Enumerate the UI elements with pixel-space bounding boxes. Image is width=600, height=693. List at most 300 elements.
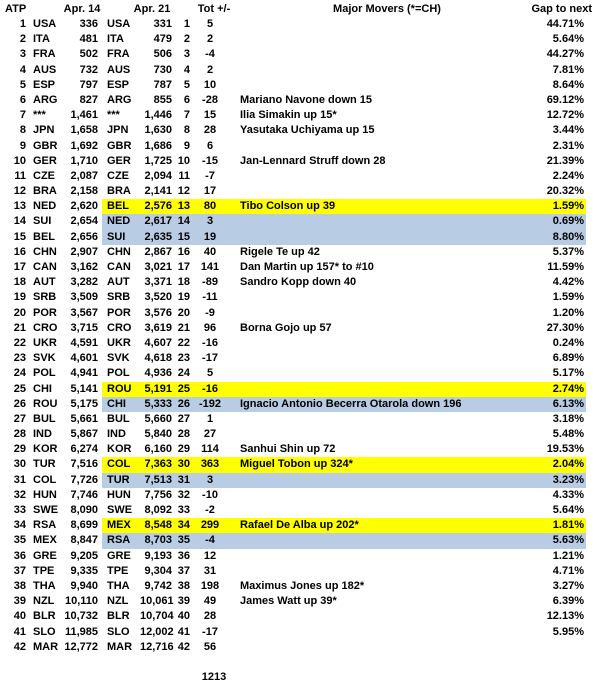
apr21-points-cell[interactable]: 7,363 — [140, 457, 175, 472]
tot-rank-cell[interactable]: 20 — [177, 306, 190, 319]
apr14-country-cell[interactable]: SRB — [33, 291, 57, 304]
apr14-country-cell[interactable]: MAR — [33, 640, 59, 653]
points-change-cell[interactable]: 28 — [203, 610, 217, 623]
points-change-cell[interactable]: 2 — [206, 63, 214, 76]
tot-rank-cell[interactable]: 36 — [177, 549, 190, 562]
apr21-country-cell[interactable]: POR — [107, 306, 131, 319]
gap-to-next-cell[interactable]: 12.13% — [546, 610, 584, 623]
points-change-cell[interactable]: -2 — [205, 504, 215, 516]
points-change-cell[interactable]: 141 — [200, 261, 220, 273]
apr14-points-cell[interactable]: 5,661 — [70, 412, 98, 425]
rank-cell[interactable]: 27 — [13, 412, 26, 425]
tot-rank-cell[interactable]: 23 — [177, 352, 190, 365]
apr14-points-cell[interactable]: 8,847 — [70, 534, 98, 547]
apr14-points-cell[interactable]: 2,907 — [70, 245, 98, 258]
points-change-cell[interactable]: 49 — [203, 595, 217, 608]
apr14-points-cell[interactable]: 9,940 — [70, 579, 98, 592]
apr21-points-cell[interactable]: 4,618 — [144, 352, 172, 365]
gap-to-next-cell[interactable]: 7.81% — [552, 63, 584, 76]
tot-rank-cell[interactable]: 22 — [177, 336, 190, 349]
gap-to-next-cell[interactable]: 4.71% — [552, 564, 584, 577]
points-change-cell[interactable]: -4 — [205, 48, 215, 61]
gap-to-next-cell[interactable] — [502, 640, 586, 655]
gap-to-next-cell[interactable]: 2.74% — [502, 382, 586, 397]
apr21-country-cell[interactable]: *** — [107, 109, 120, 122]
gap-to-next-cell[interactable]: 2.04% — [502, 457, 586, 472]
major-mover-cell[interactable]: Rafael De Alba up 202* — [229, 518, 502, 533]
apr14-points-cell[interactable]: 1,461 — [70, 109, 98, 122]
apr14-points-cell[interactable]: 2,656 — [70, 230, 98, 243]
gap-to-next-cell[interactable]: 3.27% — [552, 579, 584, 592]
apr21-country-cell[interactable]: CRO — [107, 321, 132, 334]
gap-to-next-cell[interactable]: 2.31% — [552, 139, 584, 152]
tot-rank-cell[interactable]: 24 — [177, 367, 190, 380]
gap-to-next-cell[interactable]: 2.24% — [552, 169, 584, 182]
tot-rank-cell[interactable]: 6 — [183, 93, 190, 106]
apr14-country-cell[interactable]: ESP — [33, 78, 56, 91]
apr21-country-cell[interactable]: KOR — [107, 443, 132, 456]
apr14-points-cell[interactable]: 12,772 — [64, 640, 98, 653]
apr14-country-cell[interactable]: FRA — [33, 48, 56, 61]
tot-rank-cell[interactable]: 15 — [175, 230, 191, 245]
major-mover-cell[interactable]: Maximus Jones up 182* — [240, 579, 365, 592]
apr14-country-cell[interactable]: KOR — [33, 443, 58, 456]
apr14-points-cell[interactable]: 7,726 — [70, 473, 98, 486]
apr21-country-cell[interactable]: IND — [107, 428, 126, 441]
gap-to-next-cell[interactable]: 20.32% — [546, 185, 584, 198]
apr21-points-cell[interactable]: 2,867 — [144, 245, 172, 258]
rank-cell[interactable]: 4 — [19, 63, 26, 76]
apr21-points-cell[interactable]: 1,446 — [144, 109, 172, 122]
apr14-country-cell[interactable]: SVK — [33, 352, 56, 365]
apr21-points-cell[interactable]: 331 — [153, 18, 172, 30]
apr21-points-cell[interactable]: 7,756 — [144, 488, 172, 501]
major-mover-cell[interactable]: Ilia Simakin up 15* — [240, 109, 337, 122]
rank-cell[interactable]: 40 — [13, 610, 26, 623]
apr21-points-cell[interactable]: 479 — [153, 33, 172, 46]
major-mover-cell[interactable]: Rigele Te up 42 — [240, 245, 320, 258]
apr21-points-cell[interactable]: 6,160 — [144, 443, 172, 456]
apr14-points-cell[interactable]: 10,732 — [64, 610, 98, 623]
gap-to-next-cell[interactable]: 19.53% — [546, 443, 584, 456]
rank-cell[interactable]: 9 — [19, 139, 26, 152]
points-change-cell[interactable]: 12 — [203, 549, 217, 562]
points-change-cell[interactable]: 31 — [203, 564, 217, 577]
apr14-points-cell[interactable]: 9,205 — [70, 549, 98, 562]
apr14-points-cell[interactable]: 797 — [79, 78, 98, 91]
gap-to-next-cell[interactable]: 6.39% — [552, 595, 584, 608]
rank-cell[interactable]: 2 — [19, 33, 26, 46]
apr21-points-cell[interactable]: 8,703 — [140, 533, 175, 548]
major-mover-cell[interactable] — [229, 184, 502, 199]
rank-cell[interactable]: 6 — [19, 93, 26, 106]
apr21-country-cell[interactable]: BUL — [107, 412, 130, 425]
apr21-country-cell[interactable]: NZL — [107, 595, 129, 608]
apr21-country-cell[interactable]: SLO — [107, 625, 130, 638]
apr14-points-cell[interactable]: 732 — [79, 63, 98, 76]
major-mover-cell[interactable] — [229, 290, 502, 305]
points-change-cell[interactable]: 96 — [203, 321, 217, 334]
apr14-country-cell[interactable]: NED — [33, 200, 57, 213]
points-change-cell[interactable]: 56 — [203, 640, 217, 653]
apr14-country-cell[interactable]: GER — [33, 154, 57, 167]
rank-cell[interactable]: 21 — [13, 321, 26, 334]
apr21-country-cell[interactable]: BRA — [107, 185, 131, 198]
rank-cell[interactable]: 35 — [13, 534, 26, 547]
apr21-points-cell[interactable]: 4,936 — [144, 367, 172, 380]
gap-to-next-cell[interactable]: 69.12% — [546, 93, 584, 106]
rank-cell[interactable]: 18 — [13, 276, 26, 289]
major-mover-cell[interactable]: Ignacio Antonio Becerra Otarola down 196 — [229, 397, 502, 412]
points-change-cell[interactable]: 363 — [191, 457, 229, 472]
apr14-points-cell[interactable]: 1,658 — [70, 124, 98, 137]
major-mover-cell[interactable] — [229, 488, 502, 503]
points-change-cell[interactable]: -11 — [202, 291, 218, 304]
apr14-points-cell[interactable]: 4,941 — [70, 367, 98, 380]
tot-rank-cell[interactable]: 10 — [177, 154, 190, 167]
rank-cell[interactable]: 38 — [13, 579, 26, 592]
apr14-points-cell[interactable]: 7,516 — [70, 458, 98, 471]
gap-to-next-cell[interactable]: 5.64% — [552, 33, 584, 46]
points-change-cell[interactable]: 17 — [203, 185, 217, 198]
apr14-points-cell[interactable]: 2,158 — [70, 185, 98, 198]
gap-to-next-cell[interactable]: 5.17% — [552, 367, 584, 380]
apr21-points-cell[interactable]: 5,333 — [140, 397, 175, 412]
apr21-country-cell[interactable]: UKR — [107, 336, 131, 349]
major-mover-cell[interactable] — [229, 412, 502, 427]
apr14-country-cell[interactable]: JPN — [33, 124, 55, 137]
tot-rank-cell[interactable]: 35 — [175, 533, 191, 548]
points-change-cell[interactable]: 27 — [203, 428, 217, 441]
gap-to-next-cell[interactable]: 5.48% — [552, 428, 584, 441]
points-change-cell[interactable]: -17 — [202, 625, 218, 638]
apr21-country-cell[interactable]: THA — [107, 579, 130, 592]
gap-to-next-cell[interactable]: 8.80% — [502, 230, 586, 245]
major-mover-cell[interactable] — [229, 47, 502, 62]
apr21-points-cell[interactable]: 1,630 — [144, 124, 172, 137]
rank-cell[interactable]: 7 — [19, 109, 26, 122]
rank-cell[interactable]: 3 — [19, 48, 26, 61]
apr14-country-cell[interactable]: SWE — [33, 504, 59, 516]
major-mover-cell[interactable]: James Watt up 39* — [240, 595, 337, 608]
apr14-country-cell[interactable]: THA — [33, 579, 56, 592]
apr14-points-cell[interactable]: 3,567 — [70, 306, 98, 319]
apr14-country-cell[interactable]: POL — [33, 367, 56, 380]
major-mover-cell[interactable] — [229, 533, 502, 548]
tot-rank-cell[interactable]: 27 — [177, 412, 190, 425]
apr21-points-cell[interactable]: 855 — [153, 93, 172, 106]
apr21-points-cell[interactable]: 8,548 — [140, 518, 175, 533]
rank-cell[interactable]: 31 — [13, 473, 26, 486]
apr21-country-cell[interactable]: MEX — [102, 518, 140, 533]
tot-rank-cell[interactable]: 40 — [177, 610, 190, 623]
major-mover-cell[interactable] — [229, 230, 502, 245]
tot-rank-cell[interactable]: 26 — [175, 397, 191, 412]
apr21-points-cell[interactable]: 10,704 — [140, 610, 174, 623]
apr21-points-cell[interactable]: 4,607 — [144, 336, 172, 349]
rank-cell[interactable]: 17 — [13, 261, 26, 273]
points-change-cell[interactable]: -10 — [202, 488, 218, 501]
tot-rank-cell[interactable]: 2 — [183, 33, 190, 46]
apr21-points-cell[interactable]: 2,141 — [144, 185, 172, 198]
apr14-country-cell[interactable]: *** — [33, 109, 46, 122]
apr21-country-cell[interactable]: ESP — [107, 78, 130, 91]
apr14-country-cell[interactable]: AUS — [33, 63, 57, 76]
rank-cell[interactable]: 25 — [13, 382, 26, 395]
points-change-cell[interactable]: 15 — [203, 109, 217, 122]
tot-rank-cell[interactable]: 1 — [183, 18, 190, 30]
apr14-points-cell[interactable]: 5,867 — [70, 428, 98, 441]
tot-rank-cell[interactable]: 18 — [177, 276, 190, 289]
apr14-country-cell[interactable]: RSA — [33, 519, 57, 532]
apr21-points-cell[interactable]: 9,304 — [144, 564, 172, 577]
gap-to-next-cell[interactable]: 0.24% — [552, 336, 584, 349]
apr21-points-cell[interactable]: 787 — [153, 78, 172, 91]
tot-rank-cell[interactable]: 37 — [177, 564, 190, 577]
points-change-cell[interactable]: 28 — [203, 124, 217, 137]
major-mover-cell[interactable]: Borna Gojo up 57 — [240, 321, 332, 334]
major-mover-cell[interactable]: Jan-Lennard Struff down 28 — [240, 154, 386, 167]
points-change-cell[interactable]: 2 — [206, 33, 214, 46]
major-mover-cell[interactable] — [229, 473, 502, 488]
points-change-cell[interactable]: 198 — [200, 579, 220, 592]
apr21-country-cell[interactable]: NED — [102, 214, 140, 229]
apr14-country-cell[interactable]: GBR — [33, 139, 58, 152]
apr14-country-cell[interactable]: NZL — [33, 595, 55, 608]
apr21-country-cell[interactable]: HUN — [107, 488, 131, 501]
header-major-movers[interactable]: Major Movers (*=CH) — [333, 3, 441, 15]
apr21-country-cell[interactable]: TUR — [102, 473, 140, 488]
gap-to-next-cell[interactable]: 1.59% — [502, 199, 586, 214]
apr21-points-cell[interactable]: 7,513 — [140, 473, 175, 488]
major-mover-cell[interactable] — [229, 382, 502, 397]
apr21-country-cell[interactable]: AUS — [107, 63, 131, 76]
apr21-points-cell[interactable]: 9,742 — [144, 579, 172, 592]
apr21-country-cell[interactable]: COL — [102, 457, 140, 472]
rank-cell[interactable]: 32 — [13, 488, 26, 501]
apr21-points-cell[interactable]: 2,576 — [140, 199, 175, 214]
major-mover-cell[interactable]: Dan Martin up 157* to #10 — [240, 261, 374, 273]
rank-cell[interactable]: 20 — [13, 306, 26, 319]
rank-cell[interactable]: 23 — [13, 352, 26, 365]
gap-to-next-cell[interactable]: 5.95% — [552, 625, 584, 638]
major-mover-cell[interactable] — [229, 17, 502, 32]
rank-cell[interactable]: 33 — [13, 504, 26, 516]
apr14-points-cell[interactable]: 2,087 — [70, 169, 98, 182]
apr14-country-cell[interactable]: CHI — [33, 382, 52, 395]
apr21-points-cell[interactable]: 12,002 — [140, 625, 174, 638]
apr21-points-cell[interactable]: 3,371 — [144, 276, 172, 289]
major-mover-cell[interactable] — [229, 32, 502, 47]
rank-cell[interactable]: 36 — [13, 549, 26, 562]
major-mover-cell[interactable]: Yasutaka Uchiyama up 15 — [240, 124, 375, 137]
points-change-cell[interactable]: 5 — [206, 18, 214, 30]
rank-cell[interactable]: 16 — [13, 245, 26, 258]
rank-cell[interactable]: 1 — [19, 18, 26, 30]
gap-to-next-cell[interactable]: 1.20% — [552, 306, 584, 319]
gap-to-next-cell[interactable]: 3.18% — [552, 412, 584, 425]
apr21-points-cell[interactable]: 3,576 — [144, 306, 172, 319]
major-mover-cell[interactable] — [229, 139, 502, 154]
apr14-country-cell[interactable]: IND — [33, 428, 52, 441]
apr21-country-cell[interactable]: TPE — [107, 564, 129, 577]
apr14-points-cell[interactable]: 481 — [79, 33, 98, 46]
rank-cell[interactable]: 39 — [13, 595, 26, 608]
apr21-country-cell[interactable]: ARG — [107, 93, 132, 106]
apr21-points-cell[interactable]: 3,520 — [144, 291, 172, 304]
tot-rank-cell[interactable]: 39 — [177, 595, 190, 608]
points-change-cell[interactable]: 10 — [203, 78, 217, 91]
apr14-country-cell[interactable]: AUT — [33, 276, 56, 289]
apr21-points-cell[interactable]: 2,094 — [144, 169, 172, 182]
apr14-country-cell[interactable]: SUI — [33, 215, 52, 228]
points-change-cell[interactable]: 80 — [191, 199, 229, 214]
apr14-country-cell[interactable]: CRO — [33, 321, 58, 334]
major-mover-cell[interactable] — [229, 214, 502, 229]
major-mover-cell[interactable] — [229, 549, 502, 564]
apr14-country-cell[interactable]: CHN — [33, 245, 57, 258]
apr21-country-cell[interactable]: FRA — [107, 48, 130, 61]
points-change-total[interactable]: 1213 — [201, 671, 227, 683]
points-change-cell[interactable]: -16 — [191, 382, 229, 397]
apr21-country-cell[interactable]: CHN — [107, 245, 131, 258]
apr14-country-cell[interactable]: GRE — [33, 549, 57, 562]
major-mover-cell[interactable] — [229, 564, 502, 579]
apr14-points-cell[interactable]: 7,746 — [70, 488, 98, 501]
rank-cell[interactable]: 24 — [13, 367, 26, 380]
major-mover-cell[interactable] — [229, 351, 502, 366]
apr21-points-cell[interactable]: 730 — [153, 63, 172, 76]
major-mover-cell[interactable] — [229, 609, 502, 624]
rank-cell[interactable]: 30 — [13, 458, 26, 471]
gap-to-next-cell[interactable]: 0.69% — [502, 214, 586, 229]
tot-rank-cell[interactable]: 5 — [183, 78, 190, 91]
major-mover-cell[interactable] — [229, 366, 502, 381]
apr21-points-cell[interactable]: 2,635 — [140, 230, 175, 245]
points-change-cell[interactable]: 6 — [206, 139, 214, 152]
apr14-points-cell[interactable]: 6,274 — [70, 443, 98, 456]
major-mover-cell[interactable]: Mariano Navone down 15 — [240, 93, 373, 106]
apr14-country-cell[interactable]: HUN — [33, 488, 57, 501]
apr14-points-cell[interactable]: 1,692 — [70, 139, 98, 152]
apr21-points-cell[interactable]: 8,092 — [144, 504, 172, 516]
apr21-points-cell[interactable]: 10,061 — [140, 595, 174, 608]
apr21-points-cell[interactable]: 12,716 — [140, 640, 174, 653]
apr21-points-cell[interactable]: 5,660 — [144, 412, 172, 425]
tot-rank-cell[interactable]: 29 — [177, 443, 190, 456]
apr14-points-cell[interactable]: 3,162 — [70, 261, 98, 273]
tot-rank-cell[interactable]: 38 — [177, 579, 190, 592]
rank-cell[interactable]: 14 — [13, 215, 26, 228]
rank-cell[interactable]: 15 — [13, 230, 26, 243]
tot-rank-cell[interactable]: 9 — [183, 139, 190, 152]
tot-rank-cell[interactable]: 4 — [183, 63, 190, 76]
tot-rank-cell[interactable]: 28 — [177, 428, 190, 441]
gap-to-next-cell[interactable]: 4.42% — [552, 276, 584, 289]
rank-cell[interactable]: 37 — [13, 564, 26, 577]
major-mover-cell[interactable] — [229, 427, 502, 442]
apr14-country-cell[interactable]: POR — [33, 306, 57, 319]
tot-rank-cell[interactable]: 14 — [175, 214, 191, 229]
apr21-country-cell[interactable]: CAN — [107, 261, 131, 273]
header-tot-diff[interactable]: Tot +/- — [197, 3, 231, 15]
rank-cell[interactable]: 5 — [19, 78, 26, 91]
apr14-points-cell[interactable]: 8,699 — [70, 519, 98, 532]
major-mover-cell[interactable]: Sanhui Shin up 72 — [240, 443, 336, 456]
apr21-country-cell[interactable]: AUT — [107, 276, 130, 289]
points-change-cell[interactable]: -16 — [202, 336, 218, 349]
apr21-country-cell[interactable]: ROU — [102, 382, 140, 397]
rank-cell[interactable]: 28 — [13, 428, 26, 441]
apr21-country-cell[interactable]: USA — [107, 18, 131, 30]
apr14-country-cell[interactable]: UKR — [33, 336, 57, 349]
apr21-country-cell[interactable]: MAR — [107, 640, 133, 653]
major-mover-cell[interactable]: Tibo Colson up 39 — [229, 199, 502, 214]
apr14-country-cell[interactable]: CZE — [33, 169, 55, 182]
apr14-country-cell[interactable]: ARG — [33, 93, 58, 106]
apr14-points-cell[interactable]: 3,715 — [70, 321, 98, 334]
major-mover-cell[interactable] — [229, 78, 502, 93]
apr14-points-cell[interactable]: 3,509 — [70, 291, 98, 304]
rank-cell[interactable]: 12 — [13, 185, 26, 198]
major-mover-cell[interactable] — [229, 306, 502, 321]
rank-cell[interactable]: 13 — [13, 200, 26, 213]
gap-to-next-cell[interactable]: 1.59% — [552, 291, 584, 304]
major-mover-cell[interactable] — [229, 503, 502, 518]
apr21-country-cell[interactable]: SWE — [107, 504, 133, 516]
points-change-cell[interactable]: -7 — [205, 169, 215, 182]
tot-rank-cell[interactable]: 41 — [177, 625, 190, 638]
gap-to-next-cell[interactable]: 6.13% — [502, 397, 586, 412]
points-change-cell[interactable]: 299 — [191, 518, 229, 533]
apr21-country-cell[interactable]: ITA — [107, 33, 124, 46]
rank-cell[interactable]: 19 — [13, 291, 26, 304]
apr14-country-cell[interactable]: BUL — [33, 412, 56, 425]
apr14-points-cell[interactable]: 3,282 — [70, 276, 98, 289]
gap-to-next-cell[interactable]: 8.64% — [552, 78, 584, 91]
apr21-points-cell[interactable]: 2,617 — [140, 214, 175, 229]
points-change-cell[interactable]: 3 — [191, 473, 229, 488]
header-rank[interactable]: ATP — [5, 3, 27, 15]
rank-cell[interactable]: 8 — [19, 124, 26, 137]
apr21-country-cell[interactable]: GRE — [107, 549, 131, 562]
gap-to-next-cell[interactable]: 5.63% — [502, 533, 586, 548]
apr14-country-cell[interactable]: COL — [33, 473, 57, 486]
points-change-cell[interactable]: 3 — [191, 214, 229, 229]
rank-cell[interactable]: 10 — [13, 154, 26, 167]
apr21-country-cell[interactable]: CHI — [102, 397, 140, 412]
apr21-points-cell[interactable]: 5,191 — [140, 382, 175, 397]
apr21-country-cell[interactable]: JPN — [107, 124, 129, 137]
apr14-points-cell[interactable]: 2,654 — [70, 215, 98, 228]
apr14-points-cell[interactable]: 336 — [79, 18, 98, 30]
apr21-country-cell[interactable]: POL — [107, 367, 130, 380]
tot-rank-cell[interactable]: 25 — [175, 382, 191, 397]
rank-cell[interactable]: 42 — [13, 640, 26, 653]
tot-rank-cell[interactable]: 11 — [178, 169, 190, 182]
rank-cell[interactable]: 22 — [13, 336, 26, 349]
apr14-points-cell[interactable]: 8,090 — [70, 504, 98, 516]
apr14-country-cell[interactable]: MEX — [33, 534, 57, 547]
tot-rank-cell[interactable]: 31 — [175, 473, 191, 488]
apr14-points-cell[interactable]: 502 — [79, 48, 98, 61]
gap-to-next-cell[interactable]: 27.30% — [546, 321, 584, 334]
apr14-country-cell[interactable]: BRA — [33, 185, 57, 198]
tot-rank-cell[interactable]: 30 — [175, 457, 191, 472]
points-change-cell[interactable]: -28 — [202, 93, 218, 106]
apr14-country-cell[interactable]: TUR — [33, 458, 56, 471]
major-mover-cell[interactable]: Miguel Tobon up 324* — [229, 457, 502, 472]
